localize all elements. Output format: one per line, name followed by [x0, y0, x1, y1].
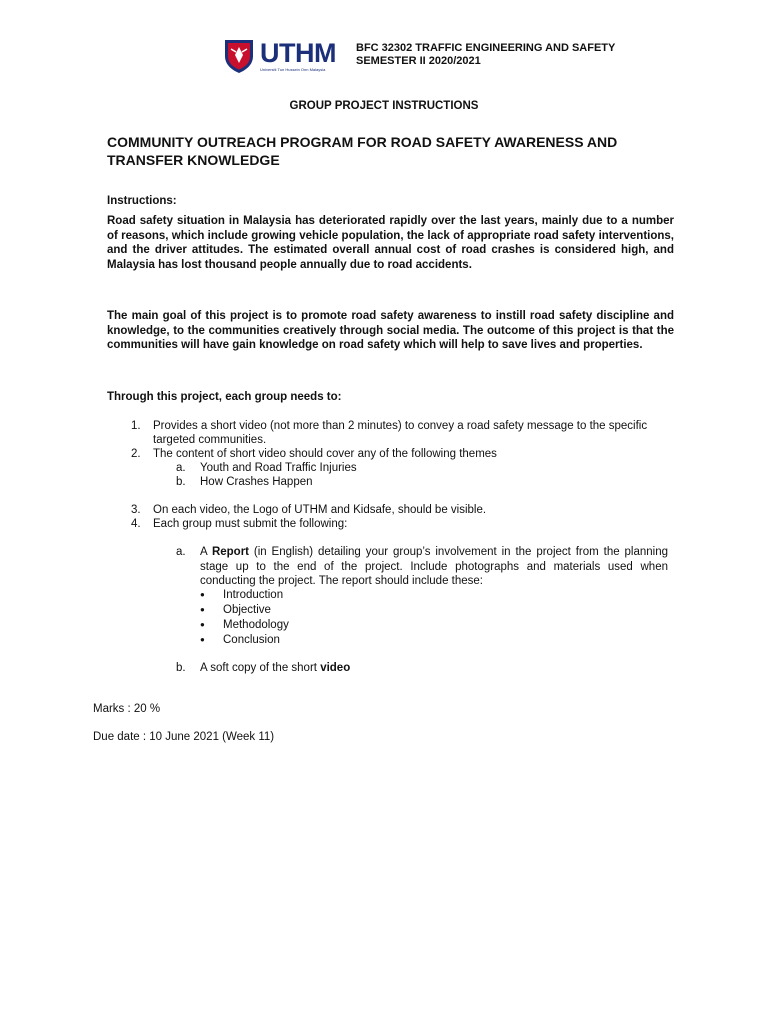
submission-report-text: [200, 545, 668, 589]
list-item-text: Provides a short video (not more than 2 minutes) to convey a road safety message to the specific targeted communities.: [153, 420, 648, 446]
submission-video-text: [200, 661, 668, 675]
list-item-text: On each video, the Logo of UTHM and Kidsafe, should be visible.: [153, 504, 487, 516]
bullet-item: Introduction: [223, 589, 284, 601]
theme-letter: b.: [176, 476, 186, 488]
paragraph-background: Road safety situation in Malaysia has deteriorated rapidly over the last years, mainly due to a number of reasons, which include growing vehicle population, the lack of appropriate road safety interventions, and the driver attitudes. The estimated overall annual cost of road crashes is considered high, and Malaysia has lost thousand people annually due to road accidents.: [107, 215, 674, 271]
report-prefix: A: [200, 546, 208, 558]
logo-wordmark: UTHM: [260, 38, 336, 68]
instructions-label: Instructions:: [107, 195, 177, 207]
logo-tagline: Universiti Tun Hussein Onn Malaysia: [260, 67, 326, 72]
due-date: Due date : 10 June 2021 (Week 11): [93, 731, 275, 743]
list-item-text: The content of short video should cover any of the following themes: [153, 448, 497, 460]
report-description: (in English) detailing your group’s involvement in the project from the planning stage up to the end of the project. Include photographs and materials used when conducting the project. The report should include these:: [200, 546, 668, 587]
theme-text: Youth and Road Traffic Injuries: [200, 462, 357, 474]
uthm-logo: [222, 38, 340, 76]
bullet-item: Objective: [223, 604, 271, 616]
bullet-item: Methodology: [223, 619, 289, 631]
course-heading: [356, 42, 615, 68]
course-semester: SEMESTER II 2020/2021: [356, 55, 481, 67]
video-description: A soft copy of the short: [200, 662, 317, 674]
list-item-number: 4.: [131, 518, 141, 530]
submission-letter: b.: [176, 662, 186, 674]
bullet-icon: ●: [200, 635, 205, 644]
requirements-label: Through this project, each group needs to:: [107, 391, 342, 403]
project-title: COMMUNITY OUTREACH PROGRAM FOR ROAD SAFETY AWARENESS AND TRANSFER KNOWLEDGE: [107, 134, 618, 168]
list-item-text: Each group must submit the following:: [153, 518, 348, 530]
bullet-icon: ●: [200, 590, 205, 599]
marks-value: Marks : 20 %: [93, 703, 161, 715]
submission-letter: a.: [176, 546, 186, 558]
list-item-number: 1.: [131, 420, 141, 432]
uthm-crest-icon: [222, 38, 256, 74]
course-title: BFC 32302 TRAFFIC ENGINEERING AND SAFETY: [356, 42, 616, 54]
list-item-number: 3.: [131, 504, 141, 516]
report-keyword: Report: [211, 546, 249, 558]
list-item-number: 2.: [131, 448, 141, 460]
theme-text: How Crashes Happen: [200, 476, 313, 488]
paragraph-goal: The main goal of this project is to promote road safety awareness to instill road safety discipline and knowledge, to the communities creatively through social media. The outcome of this project is that the communities will have gain knowledge on road safety which will help to save lives and properties.: [107, 310, 674, 351]
group-project-heading: GROUP PROJECT INSTRUCTIONS: [289, 100, 479, 112]
theme-letter: a.: [176, 462, 186, 474]
bullet-item: Conclusion: [223, 634, 280, 646]
bullet-icon: ●: [200, 620, 205, 629]
bullet-icon: ●: [200, 605, 205, 614]
video-keyword: video: [320, 662, 351, 674]
